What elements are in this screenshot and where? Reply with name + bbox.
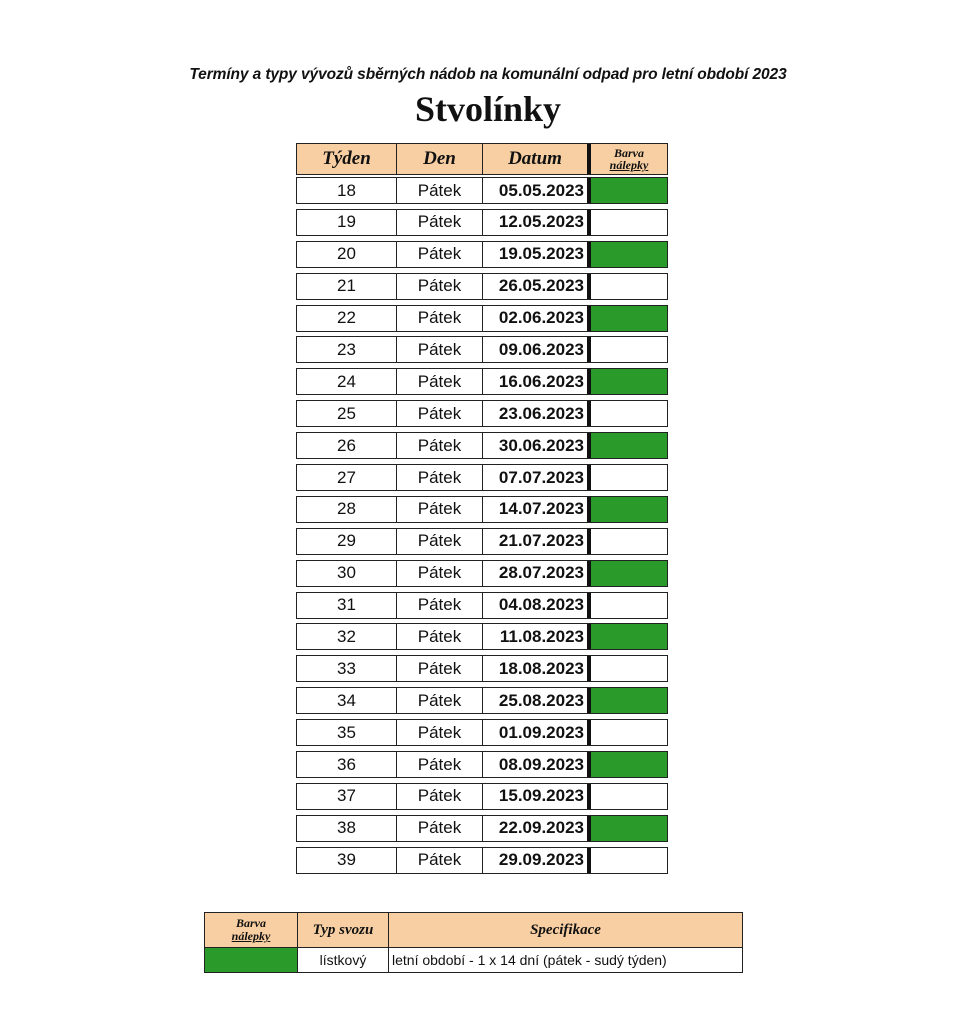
day-cell: Pátek (397, 242, 483, 267)
day-cell: Pátek (397, 433, 483, 458)
table-row (296, 368, 668, 395)
date-cell: 14.07.2023 (483, 497, 591, 522)
date-cell: 07.07.2023 (483, 465, 591, 490)
date-cell: 01.09.2023 (483, 720, 591, 745)
header-day: Den (397, 144, 483, 174)
date-cell: 30.06.2023 (483, 433, 591, 458)
day-cell: Pátek (397, 178, 483, 203)
table-row (296, 209, 668, 236)
date-cell: 19.05.2023 (483, 242, 591, 267)
date-cell: 23.06.2023 (483, 401, 591, 426)
sticker-color-cell (591, 720, 667, 745)
week-cell: 31 (297, 593, 397, 618)
sticker-color-cell (591, 656, 667, 681)
table-row (296, 783, 668, 810)
table-row (296, 496, 668, 523)
table-row (296, 273, 668, 300)
header-date: Datum (483, 144, 591, 174)
legend-header-type: Typ svozu (298, 913, 389, 947)
sticker-color-cell (591, 497, 667, 522)
document-title: Stvolínky (414, 89, 562, 129)
table-row (296, 815, 668, 842)
week-cell: 22 (297, 306, 397, 331)
table-row (296, 464, 668, 491)
date-cell: 28.07.2023 (483, 561, 591, 586)
week-cell: 24 (297, 369, 397, 394)
sticker-color-cell (591, 784, 667, 809)
table-row (296, 528, 668, 555)
week-cell: 32 (297, 624, 397, 649)
date-cell: 16.06.2023 (483, 369, 591, 394)
day-cell: Pátek (397, 656, 483, 681)
week-cell: 33 (297, 656, 397, 681)
table-row (296, 305, 668, 332)
day-cell: Pátek (397, 784, 483, 809)
sticker-color-cell (591, 242, 667, 267)
sticker-color-cell (591, 306, 667, 331)
day-cell: Pátek (397, 816, 483, 841)
date-cell: 29.09.2023 (483, 848, 591, 873)
date-cell: 08.09.2023 (483, 752, 591, 777)
day-cell: Pátek (397, 688, 483, 713)
week-cell: 28 (297, 497, 397, 522)
day-cell: Pátek (397, 752, 483, 777)
sticker-color-cell (591, 752, 667, 777)
date-cell: 02.06.2023 (483, 306, 591, 331)
day-cell: Pátek (397, 337, 483, 362)
week-cell: 18 (297, 178, 397, 203)
sticker-color-cell (591, 178, 667, 203)
date-cell: 22.09.2023 (483, 816, 591, 841)
week-cell: 35 (297, 720, 397, 745)
sticker-color-cell (591, 848, 667, 873)
date-cell: 25.08.2023 (483, 688, 591, 713)
table-row (296, 241, 668, 268)
sticker-color-cell (591, 433, 667, 458)
day-cell: Pátek (397, 401, 483, 426)
date-cell: 21.07.2023 (483, 529, 591, 554)
sticker-color-cell (591, 401, 667, 426)
sticker-color-cell (591, 816, 667, 841)
date-cell: 18.08.2023 (483, 656, 591, 681)
legend-header-color: Barva nálepky (205, 913, 298, 947)
day-cell: Pátek (397, 210, 483, 235)
table-row (296, 177, 668, 204)
sticker-color-cell (591, 369, 667, 394)
day-cell: Pátek (397, 720, 483, 745)
schedule-table (296, 143, 668, 879)
sticker-color-cell (591, 274, 667, 299)
legend-header-spec: Specifikace (530, 921, 601, 938)
table-row (296, 592, 668, 619)
sticker-color-cell (591, 210, 667, 235)
header-week: Týden (297, 144, 397, 174)
legend-header (205, 913, 742, 948)
table-row (296, 751, 668, 778)
legend-sticker-swatch (205, 948, 298, 972)
date-cell: 15.09.2023 (483, 784, 591, 809)
legend-type: lístkový (298, 948, 389, 972)
day-cell: Pátek (397, 465, 483, 490)
date-cell: 09.06.2023 (483, 337, 591, 362)
week-cell: 39 (297, 848, 397, 873)
week-cell: 27 (297, 465, 397, 490)
date-cell: 26.05.2023 (483, 274, 591, 299)
day-cell: Pátek (397, 848, 483, 873)
day-cell: Pátek (397, 306, 483, 331)
sticker-color-cell (591, 529, 667, 554)
day-cell: Pátek (397, 624, 483, 649)
week-cell: 21 (297, 274, 397, 299)
table-row (296, 400, 668, 427)
table-row (296, 336, 668, 363)
sticker-color-cell (591, 465, 667, 490)
table-row (296, 623, 668, 650)
document-subtitle: Termíny a typy vývozů sběrných nádob na komunální odpad pro letní období 2023 (189, 66, 787, 83)
table-row (296, 655, 668, 682)
legend-table (204, 912, 743, 973)
date-cell: 11.08.2023 (483, 624, 591, 649)
day-cell: Pátek (397, 497, 483, 522)
table-row (296, 432, 668, 459)
sticker-color-cell (591, 337, 667, 362)
week-cell: 38 (297, 816, 397, 841)
sticker-color-cell (591, 624, 667, 649)
week-cell: 20 (297, 242, 397, 267)
date-cell: 12.05.2023 (483, 210, 591, 235)
day-cell: Pátek (397, 274, 483, 299)
table-row (296, 847, 668, 874)
table-row (296, 719, 668, 746)
day-cell: Pátek (397, 369, 483, 394)
week-cell: 23 (297, 337, 397, 362)
week-cell: 19 (297, 210, 397, 235)
legend-spec: letní období - 1 x 14 dní (pátek - sudý týden) (392, 952, 667, 968)
table-row (296, 687, 668, 714)
date-cell: 05.05.2023 (483, 178, 591, 203)
header-sticker-color: Barva nálepky (609, 146, 649, 172)
sticker-color-cell (591, 688, 667, 713)
week-cell: 26 (297, 433, 397, 458)
sticker-color-cell (591, 561, 667, 586)
day-cell: Pátek (397, 529, 483, 554)
week-cell: 37 (297, 784, 397, 809)
legend-row (205, 948, 742, 972)
week-cell: 36 (297, 752, 397, 777)
week-cell: 29 (297, 529, 397, 554)
table-row (296, 560, 668, 587)
sticker-color-cell (591, 593, 667, 618)
day-cell: Pátek (397, 593, 483, 618)
week-cell: 30 (297, 561, 397, 586)
week-cell: 34 (297, 688, 397, 713)
week-cell: 25 (297, 401, 397, 426)
schedule-header (296, 143, 668, 175)
date-cell: 04.08.2023 (483, 593, 591, 618)
day-cell: Pátek (397, 561, 483, 586)
